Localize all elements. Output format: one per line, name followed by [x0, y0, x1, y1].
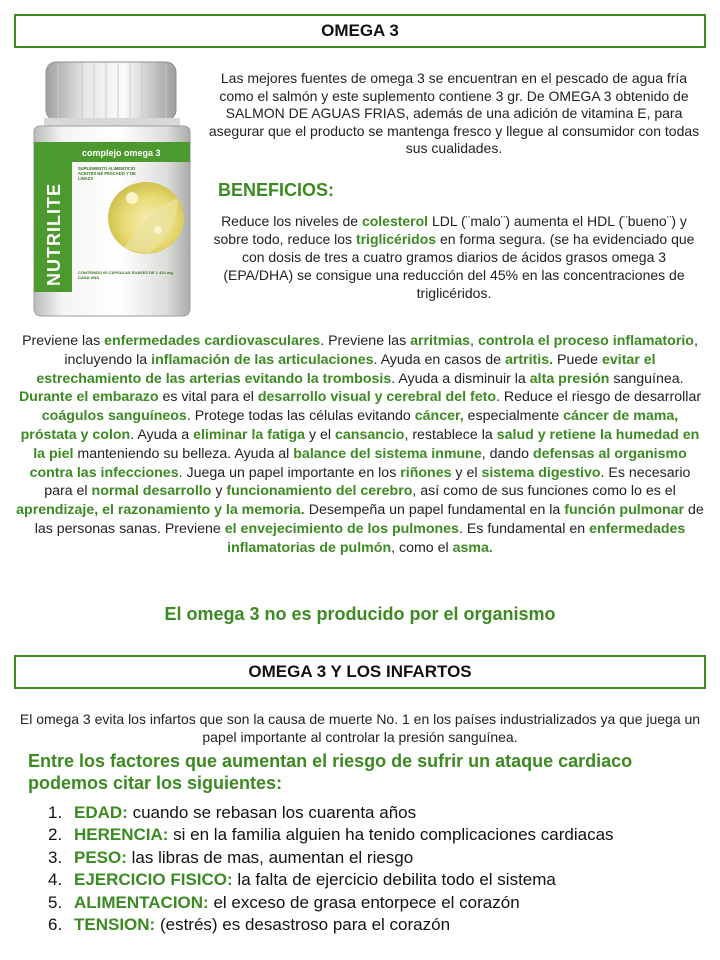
highlighted-term: alta presión — [529, 370, 610, 387]
highlighted-term: evitar el estrechamiento de las arterias evitando la trombosis — [36, 351, 656, 387]
highlighted-term: enfermedades cardiovasculares — [104, 333, 321, 349]
highlighted-term: cáncer de mama, próstata y colon — [20, 408, 679, 443]
highlighted-term: el envejecimiento de los pulmones — [224, 520, 459, 537]
supplement-bottle-image — [28, 58, 198, 320]
highlighted-term: arritmias — [410, 333, 471, 349]
highlighted-term: cansancio — [335, 426, 405, 443]
highlighted-term: colesterol — [361, 213, 429, 229]
risk-factor-number: 1. — [48, 803, 63, 822]
risk-factor-item — [48, 914, 708, 936]
risk-factor-text: la falta de ejercicio debilita todo el sistema — [232, 870, 556, 890]
risk-factor-label: EJERCICIO FISICO: — [74, 870, 233, 890]
highlighted-term: Durante el embarazo — [18, 389, 159, 406]
risk-factor-text: cuando se rebasan los cuarenta años — [127, 803, 417, 822]
benefits-list-paragraph: Previene las enfermedades cardiovasculares. Previene las arritmias, controla el proceso inflamatorio, incluyendo la inflamación de las articulaciones. Ayuda en casos de artritis. Puede evitar el estrechamiento de las arterias evitando la trombosis. Ayuda a disminuir la alta presión sanguínea. Durante el embarazo es vital para el desarrollo visual y cerebral del feto. Reduce el riesgo de desarrollar coágulos sanguíneos. Protege todas las células evitando cáncer, especialmente cáncer de mama, próstata y colon. Ayuda a eliminar la fatiga y el cansancio, restablece la salud y retiene la humedad en la piel manteniendo su belleza. Ayuda al balance del sistema inmune, dando defensas al organismo contra las infecciones. Juega un papel importante en los riñones y el sistema digestivo. Es necesario para el normal desarrollo y funcionamiento del cerebro, así como de sus funciones como lo es el aprendizaje, el razonamiento y la memoria. Desempeña un papel fundamental en la función pulmonar de las personas sanas. Previene el envejecimiento de los pulmones. Es fundamental en enfermedades inflamatorias de pulmón, como el asma. — [16, 333, 704, 556]
section-title-text: OMEGA 3 Y LOS INFARTOS — [248, 662, 472, 681]
risk-factor-text: el exceso de grasa entorpece el corazón — [208, 892, 520, 912]
risk-factor-item — [48, 869, 708, 891]
highlighted-term: sistema digestivo — [481, 464, 601, 481]
risk-factor-item — [48, 892, 708, 914]
risk-factors-list — [48, 802, 708, 936]
risk-factor-number: 4. — [48, 870, 63, 890]
highlighted-term: aprendizaje, el razonamiento y la memoria. — [16, 502, 305, 519]
risk-factor-label: PESO: — [74, 847, 127, 867]
risk-factor-number: 2. — [48, 825, 63, 845]
highlighted-term: riñones — [400, 464, 452, 481]
highlighted-term: desarrollo visual y cerebral del feto — [257, 389, 497, 406]
highlighted-term: funcionamiento del cerebro — [226, 483, 413, 500]
risk-factor-text: las libras de mas, aumentan el riesgo — [126, 847, 414, 867]
highlighted-term: triglicéridos — [355, 231, 437, 247]
product-contents-text: CONTENIDO 60 CÁPSULAS SUAVES DE 1 424 mg CADA UNA — [78, 270, 173, 280]
highlighted-term: normal desarrollo — [91, 483, 212, 500]
risk-factors-heading: Entre los factores que aumentan el riesgo de sufrir un ataque cardiaco podemos citar los siguientes: — [28, 751, 633, 793]
highlighted-term: defensas al organismo contra las infecciones — [29, 445, 687, 481]
risk-factor-text: (estrés) es desastroso para el corazón — [155, 915, 451, 935]
highlighted-term: función pulmonar — [564, 502, 685, 519]
risk-factor-number: 6. — [48, 915, 63, 935]
risk-factor-label: TENSION: — [74, 915, 156, 935]
risk-factor-label: HERENCIA: — [74, 825, 169, 845]
risk-factor-number: 5. — [48, 892, 63, 912]
highlighted-term: cáncer, — [414, 408, 464, 425]
omega3-note: El omega 3 no es producido por el organismo — [164, 604, 556, 624]
risk-factor-item — [48, 824, 708, 846]
risk-factor-number: 3. — [48, 847, 63, 867]
highlighted-term: coágulos sanguíneos — [41, 408, 187, 425]
product-subtitle-text: SUPLEMENTO ALIMENTICIO ACEITES DE PESCADO Y DE LINAZA — [78, 166, 136, 181]
risk-factor-label: EDAD: — [74, 803, 128, 822]
highlighted-term: eliminar la fatiga — [193, 426, 306, 443]
highlighted-term: enfermedades inflamatorias de pulmón — [227, 520, 686, 556]
highlighted-term: controla el proceso inflamatorio — [477, 333, 694, 349]
highlighted-term: balance del sistema inmune — [293, 445, 482, 462]
risk-factor-text: si en la familia alguien ha tenido complicaciones cardiacas — [168, 825, 614, 845]
product-name-text: complejo omega 3 — [82, 148, 161, 158]
risk-factor-item — [48, 847, 708, 869]
risk-factor-label: ALIMENTACION: — [74, 892, 209, 912]
risk-factor-item — [48, 802, 708, 824]
section-title-infartos — [14, 655, 706, 689]
section-title-text: OMEGA 3 — [321, 21, 399, 40]
highlighted-term: asma. — [452, 539, 493, 556]
product-brand-text: NUTRILITE — [44, 183, 64, 286]
section-title-omega3 — [14, 14, 706, 48]
beneficios-heading: BENEFICIOS: — [218, 180, 335, 200]
highlighted-term: artritis. — [504, 351, 554, 368]
omega3-intro-paragraph: Las mejores fuentes de omega 3 se encuentran en el pescado de agua fría como el salmón y este suplemento contiene 3 gr. De OMEGA 3 obtenido de SALMON DE AGUAS FRIAS, además de una adición de vitamina E, para asegurar que el producto se mantenga fresco y llegue al consumidor con todas sus cualidades. — [208, 70, 700, 156]
highlighted-term: inflamación de las articulaciones — [151, 351, 374, 368]
infartos-intro-paragraph: El omega 3 evita los infartos que son la causa de muerte No. 1 en los países industrializados ya que juega un papel importante al controlar la presión sanguínea. — [19, 711, 701, 745]
highlighted-term: salud y retiene la humedad en la piel — [33, 426, 700, 462]
benefits-intro-paragraph: Reduce los niveles de colesterol LDL (¨malo¨) aumenta el HDL (¨bueno¨) y sobre todo, reduce los triglicéridos en forma segura. (se ha evidenciado que con dosis de tres a cuatro gramos diarios de ácidos grasos omega 3 (EPA/DHA) se consigue una reducción del 45% en las concentraciones de triglicéridos. — [213, 213, 695, 301]
